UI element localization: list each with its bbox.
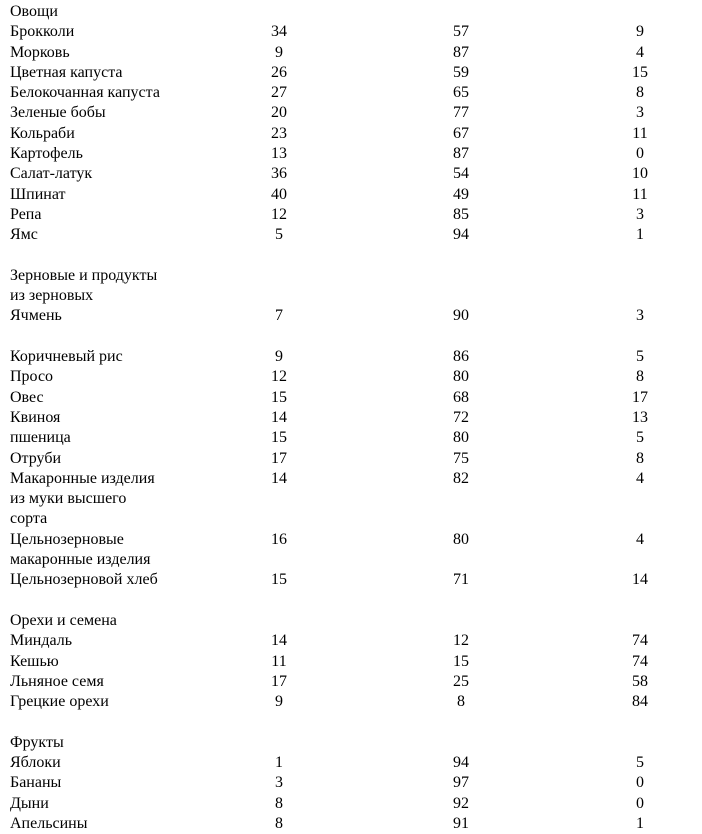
row-line (0, 306, 702, 326)
value-col-2: 67 (453, 124, 469, 142)
food-name: Миндаль (10, 632, 73, 650)
food-name: Зеленые бобы (10, 104, 106, 122)
value-col-2: 92 (453, 794, 469, 812)
value-col-1: 11 (271, 652, 287, 670)
food-name: Макаронные изделия (10, 469, 155, 487)
value-col-2: 59 (453, 63, 469, 81)
table-row (0, 124, 702, 144)
food-name: Льняное семя (10, 672, 104, 690)
row-line (0, 773, 702, 793)
value-col-1: 15 (271, 571, 287, 589)
row-line (0, 631, 702, 651)
row-line (0, 672, 702, 692)
value-col-1: 14 (271, 469, 287, 487)
food-name: Цельнозерновые (10, 530, 124, 548)
food-name: Бананы (10, 774, 62, 792)
value-col-3: 5 (636, 429, 644, 447)
table-row (0, 428, 702, 448)
table-row (0, 794, 702, 814)
value-col-2: 85 (453, 205, 469, 223)
row-line (0, 63, 702, 83)
table-row (0, 814, 702, 834)
table-row (0, 692, 702, 712)
value-col-3: 9 (636, 23, 644, 41)
value-col-1: 26 (271, 63, 287, 81)
section-heading: Орехи и семена (10, 611, 117, 629)
value-col-2: 94 (453, 753, 469, 771)
value-col-3: 0 (636, 145, 644, 163)
value-col-2: 54 (453, 165, 469, 183)
value-col-1: 34 (271, 23, 287, 41)
table-row (0, 570, 702, 590)
value-col-3: 11 (632, 124, 648, 142)
table-row (0, 144, 702, 164)
value-col-2: 49 (453, 185, 469, 203)
value-col-2: 15 (453, 652, 469, 670)
table-row (0, 225, 702, 245)
value-col-1: 1 (275, 753, 283, 771)
row-line (0, 408, 702, 428)
table-row (0, 83, 702, 103)
table-row (0, 652, 702, 672)
value-col-3: 10 (632, 165, 648, 183)
row-line (0, 509, 702, 529)
section-heading-line (0, 733, 702, 753)
value-col-3: 3 (636, 307, 644, 325)
table-row (0, 306, 702, 326)
value-col-3: 3 (636, 205, 644, 223)
value-col-3: 15 (632, 63, 648, 81)
section-heading-line (0, 2, 702, 22)
section-heading-line (0, 266, 702, 286)
value-col-1: 17 (271, 449, 287, 467)
row-line (0, 164, 702, 184)
value-col-3: 8 (636, 449, 644, 467)
value-col-1: 5 (275, 226, 283, 244)
row-line (0, 124, 702, 144)
value-col-3: 1 (636, 814, 644, 832)
value-col-3: 3 (636, 104, 644, 122)
food-name: Салат-латук (10, 165, 93, 183)
value-col-1: 14 (271, 632, 287, 650)
table-row (0, 408, 702, 428)
value-col-1: 8 (275, 814, 283, 832)
value-col-3: 74 (632, 632, 648, 650)
value-col-3: 4 (636, 530, 644, 548)
row-line (0, 692, 702, 712)
value-col-2: 68 (453, 388, 469, 406)
table-row (0, 773, 702, 793)
food-name: сорта (10, 510, 48, 528)
value-col-1: 3 (275, 774, 283, 792)
value-col-3: 11 (632, 185, 648, 203)
section-heading: Зерновые и продукты (10, 266, 158, 284)
row-line (0, 205, 702, 225)
section-heading: Овощи (10, 3, 58, 20)
food-name: Шпинат (10, 185, 66, 203)
value-col-1: 15 (271, 429, 287, 447)
value-col-2: 57 (453, 23, 469, 41)
value-col-1: 14 (271, 408, 287, 426)
section-heading: из зерновых (10, 287, 94, 305)
value-col-1: 7 (275, 307, 283, 325)
table-row (0, 388, 702, 408)
row-line (0, 103, 702, 123)
row-line (0, 225, 702, 245)
blank-line (0, 327, 702, 347)
food-name: Брокколи (10, 23, 75, 41)
value-col-3: 13 (632, 408, 648, 426)
blank-line (0, 712, 702, 732)
value-col-1: 16 (271, 530, 287, 548)
food-table-document (0, 2, 702, 834)
row-line (0, 388, 702, 408)
value-col-2: 65 (453, 84, 469, 102)
value-col-2: 94 (453, 226, 469, 244)
table-row (0, 205, 702, 225)
row-line (0, 449, 702, 469)
value-col-2: 25 (453, 672, 469, 690)
value-col-2: 91 (453, 814, 469, 832)
food-name: пшеница (10, 429, 71, 447)
value-col-2: 80 (453, 429, 469, 447)
food-name: макаронные изделия (10, 551, 151, 569)
value-col-2: 12 (453, 632, 469, 650)
value-col-2: 90 (453, 307, 469, 325)
food-name: Квиноя (10, 408, 61, 426)
row-line (0, 570, 702, 590)
row-line (0, 83, 702, 103)
table-row (0, 449, 702, 469)
table-row (0, 347, 702, 367)
value-col-1: 9 (275, 43, 283, 61)
row-line (0, 43, 702, 63)
food-name: Яблоки (10, 753, 61, 771)
food-name: Картофель (10, 145, 83, 163)
value-col-3: 14 (632, 571, 648, 589)
value-col-1: 12 (271, 205, 287, 223)
row-line (0, 22, 702, 42)
value-col-3: 8 (636, 84, 644, 102)
section-heading-line (0, 611, 702, 631)
value-col-2: 87 (453, 43, 469, 61)
table-row (0, 367, 702, 387)
table-row (0, 103, 702, 123)
value-col-1: 12 (271, 368, 287, 386)
table-row (0, 469, 702, 530)
row-line (0, 530, 702, 550)
food-name: Морковь (10, 43, 70, 61)
row-line (0, 367, 702, 387)
value-col-1: 36 (271, 165, 287, 183)
value-col-3: 84 (632, 693, 648, 711)
value-col-2: 71 (453, 571, 469, 589)
blank-line (0, 246, 702, 266)
value-col-1: 9 (275, 348, 283, 366)
value-col-3: 8 (636, 368, 644, 386)
value-col-2: 80 (453, 530, 469, 548)
table-row (0, 43, 702, 63)
food-name: Ячмень (10, 307, 62, 325)
value-col-1: 20 (271, 104, 287, 122)
food-name: Отруби (10, 449, 62, 467)
value-col-3: 5 (636, 753, 644, 771)
food-name: Цельнозерновой хлеб (10, 571, 158, 589)
table-row (0, 753, 702, 773)
value-col-1: 13 (271, 145, 287, 163)
value-col-2: 75 (453, 449, 469, 467)
row-line (0, 347, 702, 367)
section-heading: Фрукты (10, 733, 64, 751)
value-col-1: 17 (271, 672, 287, 690)
value-col-3: 0 (636, 794, 644, 812)
food-name: Коричневый рис (10, 348, 123, 366)
value-col-3: 5 (636, 348, 644, 366)
table-row (0, 672, 702, 692)
value-col-2: 86 (453, 348, 469, 366)
food-name: Просо (10, 368, 54, 386)
value-col-1: 27 (271, 84, 287, 102)
value-col-3: 4 (636, 43, 644, 61)
table-row (0, 185, 702, 205)
food-name: Дыни (10, 794, 49, 812)
row-line (0, 185, 702, 205)
row-line (0, 753, 702, 773)
food-name: Кольраби (10, 124, 75, 142)
row-line (0, 794, 702, 814)
value-col-1: 15 (271, 388, 287, 406)
food-name: Цветная капуста (10, 63, 123, 81)
value-col-3: 4 (636, 469, 644, 487)
table-row (0, 631, 702, 651)
value-col-3: 1 (636, 226, 644, 244)
value-col-3: 58 (632, 672, 648, 690)
value-col-1: 40 (271, 185, 287, 203)
food-name: из муки высшего (10, 490, 127, 508)
value-col-3: 17 (632, 388, 648, 406)
food-name: Ямс (10, 226, 38, 244)
value-col-3: 0 (636, 774, 644, 792)
section-heading-line (0, 286, 702, 306)
row-line (0, 428, 702, 448)
value-col-2: 97 (453, 774, 469, 792)
value-col-1: 8 (275, 794, 283, 812)
table-row (0, 164, 702, 184)
row-line (0, 550, 702, 570)
value-col-2: 80 (453, 368, 469, 386)
table-row (0, 22, 702, 42)
value-col-3: 74 (632, 652, 648, 670)
row-line (0, 814, 702, 834)
value-col-2: 72 (453, 408, 469, 426)
table-row (0, 530, 702, 571)
value-col-2: 8 (457, 693, 465, 711)
food-name: Белокочанная капуста (10, 84, 160, 102)
blank-line (0, 591, 702, 611)
food-name: Грецкие орехи (10, 693, 109, 711)
food-name: Репа (10, 205, 42, 223)
value-col-2: 87 (453, 145, 469, 163)
value-col-2: 77 (453, 104, 469, 122)
row-line (0, 652, 702, 672)
food-name: Овес (10, 388, 44, 406)
table-row (0, 63, 702, 83)
food-name: Кешью (10, 652, 59, 670)
row-line (0, 489, 702, 509)
value-col-1: 23 (271, 124, 287, 142)
value-col-1: 9 (275, 693, 283, 711)
food-name: Апельсины (10, 814, 88, 832)
row-line (0, 144, 702, 164)
row-line (0, 469, 702, 489)
value-col-2: 82 (453, 469, 469, 487)
